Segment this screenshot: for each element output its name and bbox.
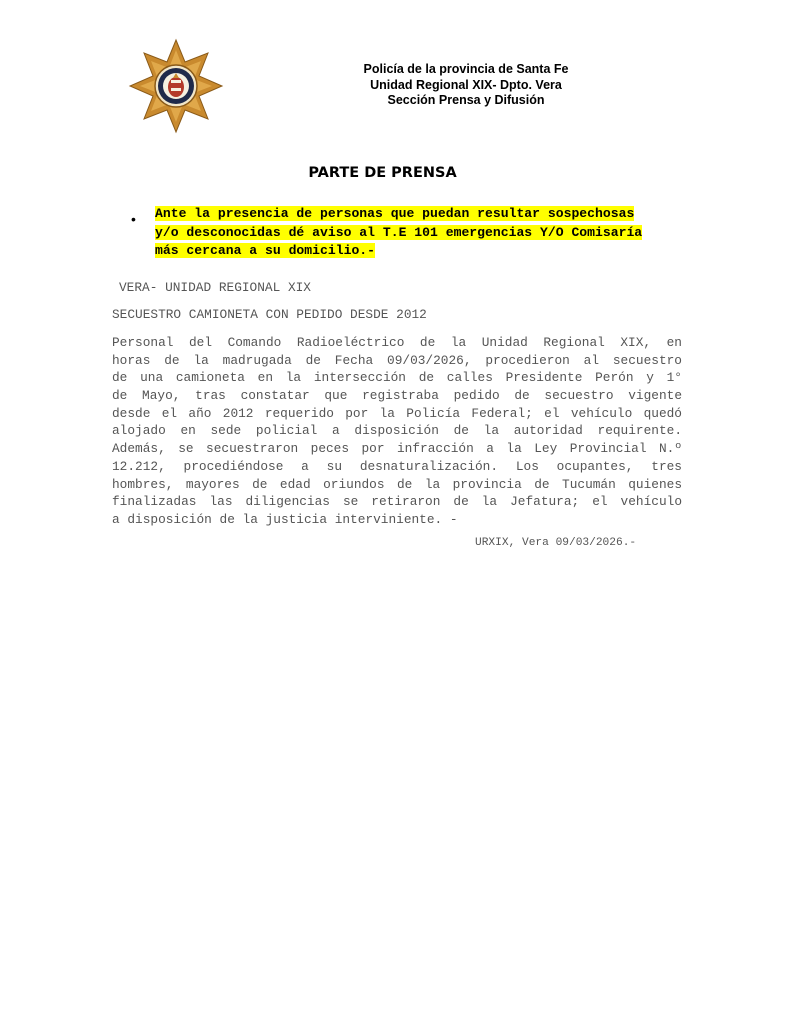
body-line: Personal del Comando Radioeléctrico de la Unidad Regional XIX, en	[112, 335, 682, 350]
body-line: alojado en sede policial a disposición de la autoridad requirente.	[112, 423, 682, 439]
body-line: de Mayo, tras constatar que registraba pedido de secuestro vigente	[112, 388, 682, 404]
subject-line: SECUESTRO CAMIONETA CON PEDIDO DESDE 2012	[112, 307, 427, 322]
body-line: a disposición de la justicia interviniente. -	[112, 511, 458, 527]
signature-line: URXIX, Vera 09/03/2026.-	[475, 537, 637, 549]
bullet-icon: •	[131, 211, 136, 227]
body-line: desde el año 2012 requerido por la Policía Federal; el vehículo quedó	[112, 405, 682, 421]
body-line: hombres, mayores de edad oriundos de la provincia de Tucumán quienes	[112, 476, 682, 492]
police-star-badge-icon	[128, 38, 224, 134]
letterhead	[316, 62, 616, 109]
alert-line-1: Ante la presencia de personas que puedan resultar sospechosas	[155, 206, 635, 221]
report-body	[112, 334, 682, 529]
body-line: Además, se secuestraron peces por infracción a la Ley Provincial N.º	[112, 441, 682, 457]
body-line: horas de la madrugada de Fecha 09/03/2026, procedieron al secuestro	[112, 352, 682, 368]
alert-notice	[155, 205, 685, 261]
alert-line-3: más cercana a su domicilio.-	[155, 243, 376, 258]
body-line: de una camioneta en la intersección de calles Presidente Perón y 1°	[112, 370, 682, 386]
header-line-unit: Unidad Regional XIX- Dpto. Vera	[370, 77, 562, 92]
header-line-police: Policía de la provincia de Santa Fe	[363, 62, 569, 76]
body-line: 12.212, procediéndose a su desnaturalización. Los ocupantes, tres	[112, 458, 682, 474]
alert-line-2: y/o desconocidas dé aviso al T.E 101 emergencias Y/O Comisaría	[155, 224, 643, 240]
body-line: finalizadas las diligencias se retiraron de la Jefatura; el vehículo	[112, 494, 682, 510]
document-title: PARTE DE PRENSA	[308, 165, 457, 181]
location-line: VERA- UNIDAD REGIONAL XIX	[119, 280, 311, 295]
header-line-section: Sección Prensa y Difusión	[387, 93, 545, 107]
